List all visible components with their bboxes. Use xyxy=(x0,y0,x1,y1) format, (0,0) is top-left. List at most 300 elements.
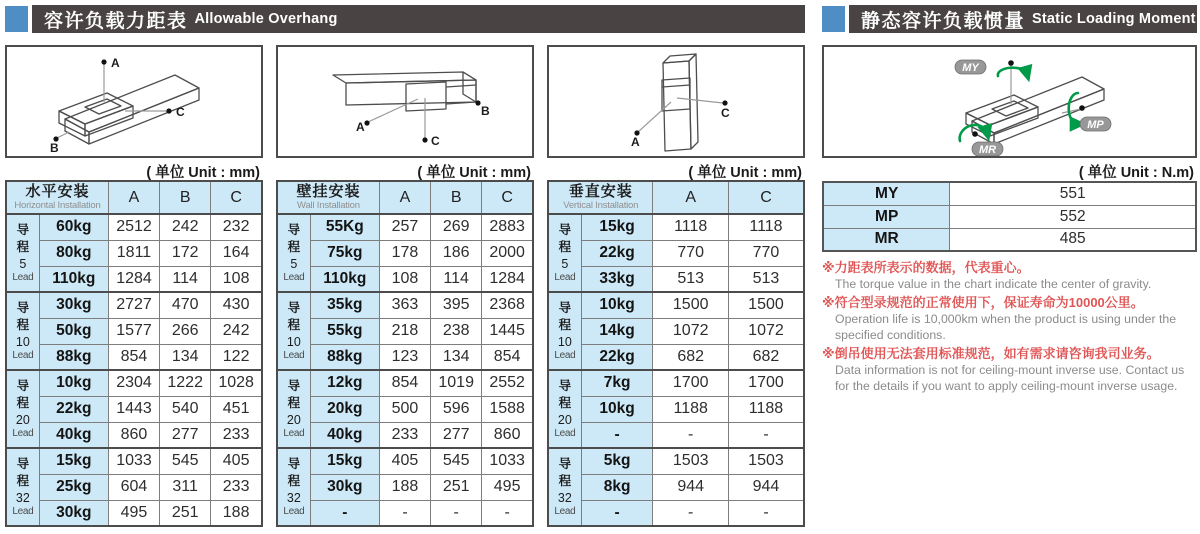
load-weight-cell: 20kg xyxy=(310,396,379,422)
table-row xyxy=(548,370,804,396)
footnote-cn: ※倒吊使用无法套用标准规范，如有需求请咨询我司业务。 xyxy=(822,346,1160,362)
table-row xyxy=(548,344,804,370)
lead-cn: 导 xyxy=(558,379,572,393)
value-cell-c: 430 xyxy=(211,292,262,318)
value-cell-c: - xyxy=(728,422,804,448)
table-row xyxy=(6,474,262,500)
horizontal-installation-table xyxy=(5,180,263,527)
column-header-c: C xyxy=(482,181,533,214)
value-cell-a: 108 xyxy=(379,266,430,292)
load-weight-cell: 10kg xyxy=(39,370,108,396)
value-cell-a: 363 xyxy=(379,292,430,318)
value-cell-a: 513 xyxy=(653,266,729,292)
lead-cell xyxy=(548,214,581,292)
lead-number: 32 xyxy=(15,490,30,505)
table-row xyxy=(548,266,804,292)
lead-cn: 导 xyxy=(558,457,572,471)
value-cell-a: 500 xyxy=(379,396,430,422)
footnote-1 xyxy=(822,259,1197,292)
value-cell-a: 2512 xyxy=(108,214,159,240)
value-cell-a: 218 xyxy=(379,318,430,344)
installation-title-cell xyxy=(6,181,108,214)
mp-rotation-arrow xyxy=(1069,93,1078,124)
column-header-b: B xyxy=(160,181,211,214)
value-cell-c: 2368 xyxy=(482,292,533,318)
header-bar xyxy=(32,5,805,33)
column-header-a: A xyxy=(379,181,430,214)
lead-cn: 导 xyxy=(558,301,572,315)
table-header-row xyxy=(548,181,804,214)
value-cell-c: - xyxy=(728,500,804,526)
load-weight-cell: 60kg xyxy=(39,214,108,240)
moment-table-row xyxy=(823,205,1196,228)
value-cell-b: 134 xyxy=(160,344,211,370)
moment-table xyxy=(822,181,1197,252)
table-row xyxy=(277,396,533,422)
installation-title-en: Wall Installation xyxy=(297,199,360,211)
value-cell-c: 513 xyxy=(728,266,804,292)
lead-cn: 程 xyxy=(287,395,301,410)
lead-en: Lead xyxy=(12,506,34,517)
table-row xyxy=(277,266,533,292)
load-weight-cell: - xyxy=(310,500,379,526)
table-row xyxy=(548,292,804,318)
lead-en: Lead xyxy=(554,350,576,361)
installation-title-cn: 垂直安装 xyxy=(568,183,633,201)
value-cell-a: 1500 xyxy=(653,292,729,318)
value-cell-c: - xyxy=(482,500,533,526)
value-cell-a: 944 xyxy=(653,474,729,500)
table-row xyxy=(277,344,533,370)
value-cell-c: 1700 xyxy=(728,370,804,396)
footnote-en: Data information is not for ceiling-mount inverse use. Contact us for the details if you want to apply ceiling-mount inverse usage. xyxy=(835,362,1185,393)
load-weight-cell: 30kg xyxy=(39,500,108,526)
value-cell-a: - xyxy=(379,500,430,526)
lead-number: 32 xyxy=(557,490,572,505)
lead-cn: 程 xyxy=(16,395,30,410)
value-cell-a: 854 xyxy=(379,370,430,396)
value-cell-b: 114 xyxy=(431,266,482,292)
value-cell-a: 854 xyxy=(108,344,159,370)
point-c-dot xyxy=(166,108,171,113)
table-row xyxy=(277,240,533,266)
table-row xyxy=(6,448,262,474)
load-weight-cell: 22kg xyxy=(581,240,653,266)
column-header-a: A xyxy=(108,181,159,214)
table-row xyxy=(548,240,804,266)
load-weight-cell: 30kg xyxy=(39,292,108,318)
point-b-label: B xyxy=(481,104,490,118)
load-weight-cell: 110kg xyxy=(39,266,108,292)
moment-label-my: MY xyxy=(823,182,950,205)
value-cell-c: 682 xyxy=(728,344,804,370)
horizontal-installation-column xyxy=(5,45,263,527)
table-row xyxy=(548,474,804,500)
value-cell-a: 1577 xyxy=(108,318,159,344)
point-a-label: A xyxy=(356,120,365,134)
lead-en: Lead xyxy=(554,428,576,439)
lead-cell xyxy=(6,448,39,526)
table-header-row xyxy=(277,181,533,214)
load-weight-cell: 7kg xyxy=(581,370,653,396)
value-cell-a: 178 xyxy=(379,240,430,266)
value-cell-a: 2304 xyxy=(108,370,159,396)
installation-title-en: Horizontal Installation xyxy=(14,199,101,211)
footnote-cn: ※力距表所表示的数据，代表重心。 xyxy=(822,260,1030,275)
column-header-b: B xyxy=(431,181,482,214)
lead-cell xyxy=(6,370,39,448)
table-row xyxy=(6,240,262,266)
value-cell-c: 1588 xyxy=(482,396,533,422)
unit-label-mm: ( 单位 Unit : mm) xyxy=(146,165,260,181)
lead-group xyxy=(6,370,262,448)
table-row xyxy=(277,318,533,344)
lead-en: Lead xyxy=(283,428,305,439)
load-weight-cell: 80kg xyxy=(39,240,108,266)
lead-cn: 导 xyxy=(558,223,572,237)
table-row xyxy=(548,318,804,344)
value-cell-b: 134 xyxy=(431,344,482,370)
value-cell-b: 545 xyxy=(431,448,482,474)
value-cell-c: 1072 xyxy=(728,318,804,344)
installation-title-cell xyxy=(548,181,653,214)
value-cell-c: 188 xyxy=(211,500,262,526)
point-a-label: A xyxy=(631,135,640,149)
value-cell-b: - xyxy=(431,500,482,526)
horizontal-install-diagram xyxy=(7,47,261,156)
load-weight-cell: 15kg xyxy=(39,448,108,474)
load-weight-cell: 25kg xyxy=(39,474,108,500)
value-cell-a: 123 xyxy=(379,344,430,370)
load-weight-cell: 10kg xyxy=(581,292,653,318)
wall-installation-column xyxy=(276,45,534,527)
table-row xyxy=(6,318,262,344)
lead-group xyxy=(277,214,533,292)
table-row xyxy=(548,448,804,474)
table-row xyxy=(277,500,533,526)
lead-cell xyxy=(277,448,310,526)
value-cell-c: 1503 xyxy=(728,448,804,474)
table-row xyxy=(277,214,533,240)
lead-cell xyxy=(6,214,39,292)
section-title-en: Static Loading Moment xyxy=(1032,11,1196,27)
lead-group xyxy=(6,448,262,526)
lead-en: Lead xyxy=(283,272,305,283)
load-weight-cell: 40kg xyxy=(39,422,108,448)
value-cell-a: - xyxy=(653,422,729,448)
section-title-cn: 静态容许负载惯量 xyxy=(861,10,1026,32)
wall-install-diagram-box xyxy=(276,45,534,158)
lead-group xyxy=(548,292,804,370)
table-row xyxy=(548,396,804,422)
value-cell-a: 1811 xyxy=(108,240,159,266)
value-cell-a: - xyxy=(653,500,729,526)
lead-group xyxy=(277,448,533,526)
lead-group xyxy=(277,370,533,448)
vertical-install-diagram xyxy=(549,47,803,156)
value-cell-c: 495 xyxy=(482,474,533,500)
value-cell-c: 2883 xyxy=(482,214,533,240)
value-cell-c: 232 xyxy=(211,214,262,240)
lead-number: 5 xyxy=(19,256,27,271)
table-row xyxy=(548,500,804,526)
lead-cn: 导 xyxy=(16,457,30,471)
lead-cn: 程 xyxy=(287,473,301,488)
table-row xyxy=(277,474,533,500)
load-weight-cell: 14kg xyxy=(581,318,653,344)
value-cell-b: 242 xyxy=(160,214,211,240)
lead-number: 10 xyxy=(15,334,30,349)
header-accent-square xyxy=(5,6,28,32)
value-cell-c: 770 xyxy=(728,240,804,266)
load-weight-cell: 88kg xyxy=(39,344,108,370)
lead-cell xyxy=(548,448,581,526)
value-cell-a: 233 xyxy=(379,422,430,448)
lead-number: 20 xyxy=(15,412,30,427)
load-weight-cell: 35kg xyxy=(310,292,379,318)
header-accent-square xyxy=(822,6,845,32)
lead-cn: 导 xyxy=(16,379,30,393)
value-cell-b: 269 xyxy=(431,214,482,240)
value-cell-c: 233 xyxy=(211,474,262,500)
value-cell-b: 277 xyxy=(160,422,211,448)
vertical-install-diagram-box xyxy=(547,45,805,158)
value-cell-c: 233 xyxy=(211,422,262,448)
lead-cell xyxy=(548,292,581,370)
load-weight-cell: 55kg xyxy=(310,318,379,344)
lead-cell xyxy=(277,370,310,448)
lead-cn: 程 xyxy=(558,239,572,254)
lead-en: Lead xyxy=(12,350,34,361)
value-cell-a: 604 xyxy=(108,474,159,500)
value-cell-b: 1019 xyxy=(431,370,482,396)
moment-value-mr: 485 xyxy=(950,228,1196,251)
lead-group xyxy=(277,292,533,370)
lead-cn: 程 xyxy=(558,317,572,332)
horizontal-install-diagram-box xyxy=(5,45,263,158)
footnote-2 xyxy=(822,294,1197,343)
value-cell-a: 1284 xyxy=(108,266,159,292)
table-row xyxy=(6,396,262,422)
my-badge-label: MY xyxy=(962,62,979,74)
lead-number: 5 xyxy=(290,256,298,271)
point-c-label: C xyxy=(721,106,730,120)
moment-value-my: 551 xyxy=(950,182,1196,205)
value-cell-c: 1028 xyxy=(211,370,262,396)
value-cell-b: 266 xyxy=(160,318,211,344)
footnote-cn: ※符合型录规范的正常使用下，保证寿命为10000公里。 xyxy=(822,295,1144,311)
lead-group xyxy=(6,292,262,370)
lead-group xyxy=(548,370,804,448)
load-weight-cell: 110kg xyxy=(310,266,379,292)
unit-label-mm: ( 单位 Unit : mm) xyxy=(688,165,802,181)
value-cell-c: 405 xyxy=(211,448,262,474)
lead-number: 20 xyxy=(557,412,572,427)
load-weight-cell: 15kg xyxy=(310,448,379,474)
value-cell-b: 311 xyxy=(160,474,211,500)
lead-cn: 导 xyxy=(16,301,30,315)
value-cell-c: 164 xyxy=(211,240,262,266)
moment-diagram-box xyxy=(822,45,1197,158)
table-row xyxy=(6,292,262,318)
load-weight-cell: 22kg xyxy=(39,396,108,422)
value-cell-a: 1188 xyxy=(653,396,729,422)
value-cell-a: 770 xyxy=(653,240,729,266)
moment-table-row xyxy=(823,182,1196,205)
lead-group xyxy=(548,214,804,292)
value-cell-b: 277 xyxy=(431,422,482,448)
value-cell-a: 860 xyxy=(108,422,159,448)
moment-label-mp: MP xyxy=(823,205,950,228)
value-cell-a: 1118 xyxy=(653,214,729,240)
value-cell-a: 405 xyxy=(379,448,430,474)
point-c-label: C xyxy=(431,134,440,148)
value-cell-c: 860 xyxy=(482,422,533,448)
lead-cell xyxy=(277,214,310,292)
load-weight-cell: 33kg xyxy=(581,266,653,292)
value-cell-b: 395 xyxy=(431,292,482,318)
table-row xyxy=(6,422,262,448)
vertical-installation-table xyxy=(547,180,805,527)
unit-label-mm: ( 单位 Unit : mm) xyxy=(417,165,531,181)
lead-cn: 导 xyxy=(287,457,301,471)
value-cell-b: 251 xyxy=(160,500,211,526)
value-cell-a: 257 xyxy=(379,214,430,240)
load-weight-cell: 50kg xyxy=(39,318,108,344)
lead-en: Lead xyxy=(554,272,576,283)
value-cell-b: 238 xyxy=(431,318,482,344)
lead-cell xyxy=(277,292,310,370)
value-cell-a: 1033 xyxy=(108,448,159,474)
vertical-installation-column xyxy=(547,45,805,527)
load-weight-cell: 40kg xyxy=(310,422,379,448)
load-weight-cell: 88kg xyxy=(310,344,379,370)
load-weight-cell: 15kg xyxy=(581,214,653,240)
load-weight-cell: - xyxy=(581,500,653,526)
value-cell-b: 470 xyxy=(160,292,211,318)
lead-cn: 导 xyxy=(287,379,301,393)
table-row xyxy=(277,370,533,396)
lead-en: Lead xyxy=(283,506,305,517)
lead-number: 10 xyxy=(286,334,301,349)
point-b-dot xyxy=(475,100,480,105)
moment-label-mr: MR xyxy=(823,228,950,251)
lead-cn: 程 xyxy=(287,239,301,254)
load-weight-cell: 22kg xyxy=(581,344,653,370)
installation-title-cn: 壁挂安装 xyxy=(296,183,361,201)
table-row xyxy=(277,448,533,474)
lead-cn: 导 xyxy=(287,223,301,237)
lead-cell xyxy=(548,370,581,448)
load-weight-cell: 12kg xyxy=(310,370,379,396)
table-header-row xyxy=(6,181,262,214)
value-cell-c: 108 xyxy=(211,266,262,292)
value-cell-c: 1500 xyxy=(728,292,804,318)
wall-installation-table xyxy=(276,180,534,527)
value-cell-c: 2552 xyxy=(482,370,533,396)
moment-diagram xyxy=(824,47,1195,156)
table-row xyxy=(548,214,804,240)
lead-en: Lead xyxy=(12,428,34,439)
value-cell-a: 188 xyxy=(379,474,430,500)
mp-badge-label: MP xyxy=(1087,119,1104,131)
column-header-c: C xyxy=(211,181,262,214)
lead-cn: 程 xyxy=(16,239,30,254)
value-cell-c: 2000 xyxy=(482,240,533,266)
value-cell-a: 2727 xyxy=(108,292,159,318)
lead-number: 5 xyxy=(561,256,569,271)
table-row xyxy=(548,422,804,448)
value-cell-b: 596 xyxy=(431,396,482,422)
load-weight-cell: 30kg xyxy=(310,474,379,500)
lead-cn: 程 xyxy=(558,395,572,410)
value-cell-b: 251 xyxy=(431,474,482,500)
value-cell-c: 854 xyxy=(482,344,533,370)
header-bar xyxy=(849,5,1197,33)
section-header-moment xyxy=(822,5,1197,33)
table-row xyxy=(277,422,533,448)
point-a-dot xyxy=(364,120,369,125)
section-title-cn: 容许负载力距表 xyxy=(44,10,188,32)
point-a-label: A xyxy=(111,56,120,70)
footnote-en: The torque value in the chart indicate the center of gravity. xyxy=(835,276,1152,291)
load-weight-cell: 75kg xyxy=(310,240,379,266)
load-weight-cell: - xyxy=(581,422,653,448)
section-header-overhang xyxy=(5,5,805,33)
value-cell-a: 682 xyxy=(653,344,729,370)
footnote-en: Operation life is 10,000km when the product is using under the specified conditions. xyxy=(835,311,1177,342)
lead-cn: 程 xyxy=(16,473,30,488)
value-cell-c: 1188 xyxy=(728,396,804,422)
value-cell-b: 1222 xyxy=(160,370,211,396)
value-cell-c: 451 xyxy=(211,396,262,422)
lead-group xyxy=(548,448,804,526)
section-title-en: Allowable Overhang xyxy=(194,11,338,27)
table-row xyxy=(6,344,262,370)
value-cell-c: 1033 xyxy=(482,448,533,474)
moment-table-row xyxy=(823,228,1196,251)
my-rotation-arrow xyxy=(998,68,1027,76)
load-weight-cell: 55Kg xyxy=(310,214,379,240)
lead-cell xyxy=(6,292,39,370)
value-cell-c: 242 xyxy=(211,318,262,344)
installation-title-en: Vertical Installation xyxy=(563,199,639,211)
load-weight-cell: 10kg xyxy=(581,396,653,422)
lead-number: 32 xyxy=(286,490,301,505)
lead-cn: 导 xyxy=(287,301,301,315)
table-row xyxy=(6,500,262,526)
allowable-overhang-section xyxy=(5,5,805,527)
lead-cn: 程 xyxy=(287,317,301,332)
lead-group xyxy=(6,214,262,292)
value-cell-a: 1503 xyxy=(653,448,729,474)
value-cell-b: 172 xyxy=(160,240,211,266)
lead-en: Lead xyxy=(283,350,305,361)
table-row xyxy=(6,370,262,396)
load-weight-cell: 8kg xyxy=(581,474,653,500)
lead-cn: 导 xyxy=(16,223,30,237)
value-cell-c: 1284 xyxy=(482,266,533,292)
point-c-dot xyxy=(422,137,427,142)
point-c-dot xyxy=(722,100,727,105)
load-weight-cell: 5kg xyxy=(581,448,653,474)
lead-en: Lead xyxy=(12,272,34,283)
point-a-dot xyxy=(101,59,106,64)
table-row xyxy=(6,266,262,292)
value-cell-c: 122 xyxy=(211,344,262,370)
footnotes xyxy=(822,259,1197,394)
unit-label-nm: ( 单位 Unit : N.m) xyxy=(1078,165,1194,181)
